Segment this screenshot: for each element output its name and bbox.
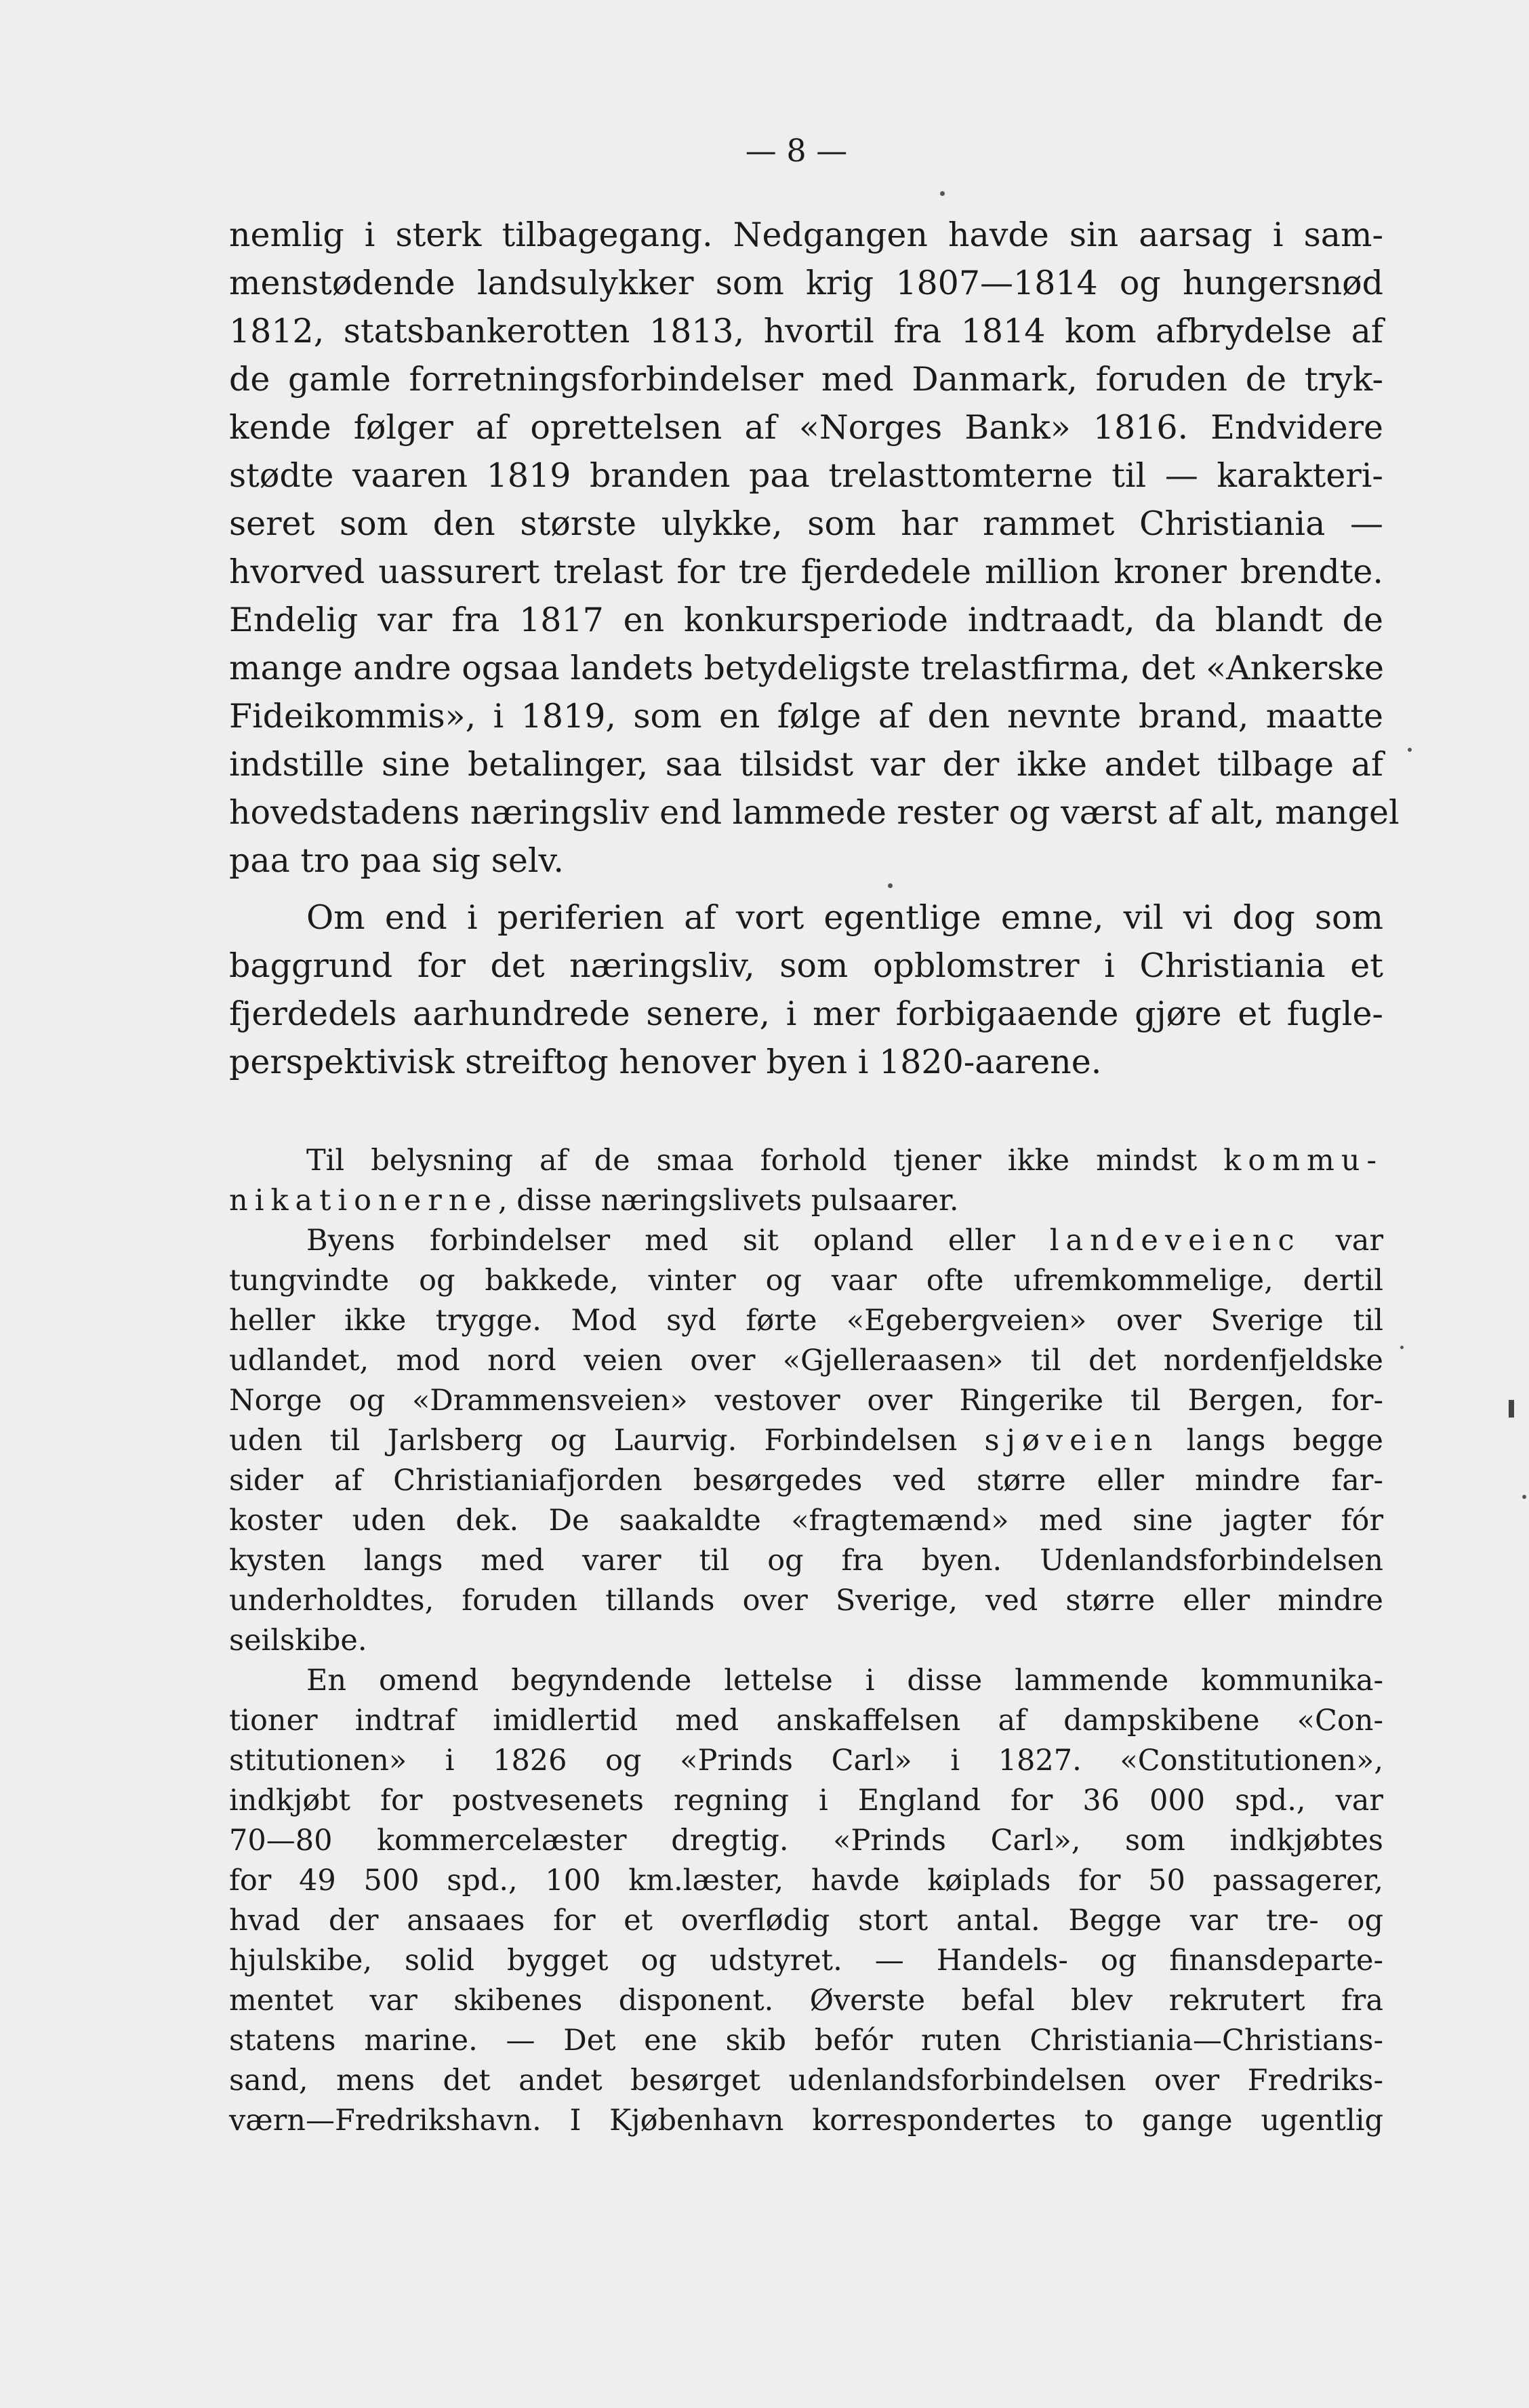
text-line: Fideikommis», i 1819, som en følge af den nevnte brand, maatte <box>229 697 1383 736</box>
text-line: hjulskibe, solid bygget og udstyret. — Handels- og finansdeparte- <box>229 1944 1383 1978</box>
text-run: uden til Jarlsberg og Laurvig. Forbindelsen <box>229 1424 985 1458</box>
text-line: 70—80 kommercelæster dregtig. «Prinds Carl», som indkjøbtes <box>229 1824 1383 1858</box>
text-line: Endelig var fra 1817 en konkursperiode indtraadt, da blandt de <box>229 601 1383 639</box>
text-line: seret som den største ulykke, som har rammet Christiania — <box>229 504 1383 543</box>
ink-speck <box>940 191 945 196</box>
page-number: — 8 — <box>745 132 848 169</box>
text-line <box>229 1424 1383 1458</box>
text-line: mentet var skibenes disponent. Øverste befal blev rekrutert fra <box>229 1984 1383 2018</box>
text-run: , disse næringslivets pulsaarer. <box>497 1184 959 1218</box>
text-line: heller ikke trygge. Mod syd førte «Egebergveien» over Sverige til <box>229 1304 1383 1338</box>
text-line: sider af Christianiafjorden besørgedes ved større eller mindre far- <box>229 1464 1383 1498</box>
text-run: Byens forbindelser med sit opland eller <box>306 1224 1050 1258</box>
spaced-emphasis: sjøveien <box>984 1424 1160 1458</box>
text-line: kende følger af oprettelsen af «Norges Bank» 1816. Endvidere <box>229 408 1383 447</box>
ink-speck <box>1522 1495 1526 1499</box>
text-line: for 49 500 spd., 100 km.læster, havde køiplads for 50 passagerer, <box>229 1864 1383 1898</box>
text-line: værn—Fredrikshavn. I Kjøbenhavn korrespondertes to gange ugentlig <box>229 2104 1383 2138</box>
text-line: sand, mens det andet besørget udenlandsforbindelsen over Fredriks- <box>229 2064 1383 2098</box>
ink-speck <box>1408 748 1412 752</box>
text-line: kysten langs med varer til og fra byen. Udenlandsforbindelsen <box>229 1544 1383 1578</box>
spaced-emphasis: landeveienc <box>1049 1224 1301 1258</box>
text-line: menstødende landsulykker som krig 1807—1814 og hungersnød <box>229 264 1383 302</box>
text-line: seilskibe. <box>229 1624 367 1658</box>
text-line: En omend begyndende lettelse i disse lammende kommunika- <box>306 1664 1383 1698</box>
text-run: var <box>1301 1224 1384 1258</box>
text-line: Norge og «Drammensveien» vestover over Ringerike til Bergen, for- <box>229 1384 1383 1418</box>
ink-speck <box>888 883 893 888</box>
text-line <box>306 1224 1383 1258</box>
text-line: paa tro paa sig selv. <box>229 841 564 880</box>
text-line: fjerdedels aarhundrede senere, i mer forbigaaende gjøre et fugle- <box>229 995 1383 1033</box>
spaced-emphasis: nikationerne <box>229 1184 498 1218</box>
edge-mark <box>1509 1400 1514 1418</box>
text-line: statens marine. — Det ene skib befór ruten Christiania—Christians- <box>229 2024 1383 2058</box>
text-line: indstille sine betalinger, saa tilsidst var der ikke andet tilbage af <box>229 745 1383 784</box>
text-line: hovedstadens næringsliv end lammede rester og værst af alt, mangel <box>229 793 1400 832</box>
text-line <box>306 1144 1383 1178</box>
text-run: langs begge <box>1159 1424 1384 1458</box>
text-line: tungvindte og bakkede, vinter og vaar ofte ufremkommelige, dertil <box>229 1264 1383 1298</box>
text-line: koster uden dek. De saakaldte «fragtemænd» med sine jagter fór <box>229 1504 1383 1538</box>
text-line: udlandet, mod nord veien over «Gjelleraasen» til det nordenfjeldske <box>229 1344 1383 1378</box>
spaced-emphasis: kommu- <box>1223 1144 1383 1178</box>
ink-speck <box>1400 1346 1404 1349</box>
text-line: underholdtes, foruden tillands over Sverige, ved større eller mindre <box>229 1584 1383 1618</box>
text-line: hvorved uassurert trelast for tre fjerdedele million kroner brendte. <box>229 553 1383 591</box>
text-line: nemlig i sterk tilbagegang. Nedgangen havde sin aarsag i sam- <box>229 216 1383 254</box>
text-line: stødte vaaren 1819 branden paa trelasttomterne til — karakteri- <box>229 456 1383 495</box>
text-line: de gamle forretningsforbindelser med Danmark, foruden de tryk- <box>229 360 1383 399</box>
text-run: Til belysning af de smaa forhold tjener ikke mindst <box>306 1144 1224 1178</box>
text-line: perspektivisk streiftog henover byen i 1820-aarene. <box>229 1043 1102 1081</box>
text-line <box>229 1184 959 1218</box>
text-line: hvad der ansaaes for et overflødig stort antal. Begge var tre- og <box>229 1904 1383 1938</box>
text-line: baggrund for det næringsliv, som opblomstrer i Christiania et <box>229 946 1383 985</box>
text-line: tioner indtraf imidlertid med anskaffelsen af dampskibene «Con- <box>229 1704 1383 1738</box>
text-line: indkjøbt for postvesenets regning i England for 36 000 spd., var <box>229 1784 1383 1818</box>
text-line: 1812, statsbankerotten 1813, hvortil fra 1814 kom afbrydelse af <box>229 312 1383 350</box>
text-line: Om end i periferien af vort egentlige emne, vil vi dog som <box>306 898 1383 937</box>
text-line: mange andre ogsaa landets betydeligste trelastfirma, det «Ankerske <box>229 649 1385 687</box>
text-line: stitutionen» i 1826 og «Prinds Carl» i 1827. «Constitutionen», <box>229 1744 1383 1778</box>
